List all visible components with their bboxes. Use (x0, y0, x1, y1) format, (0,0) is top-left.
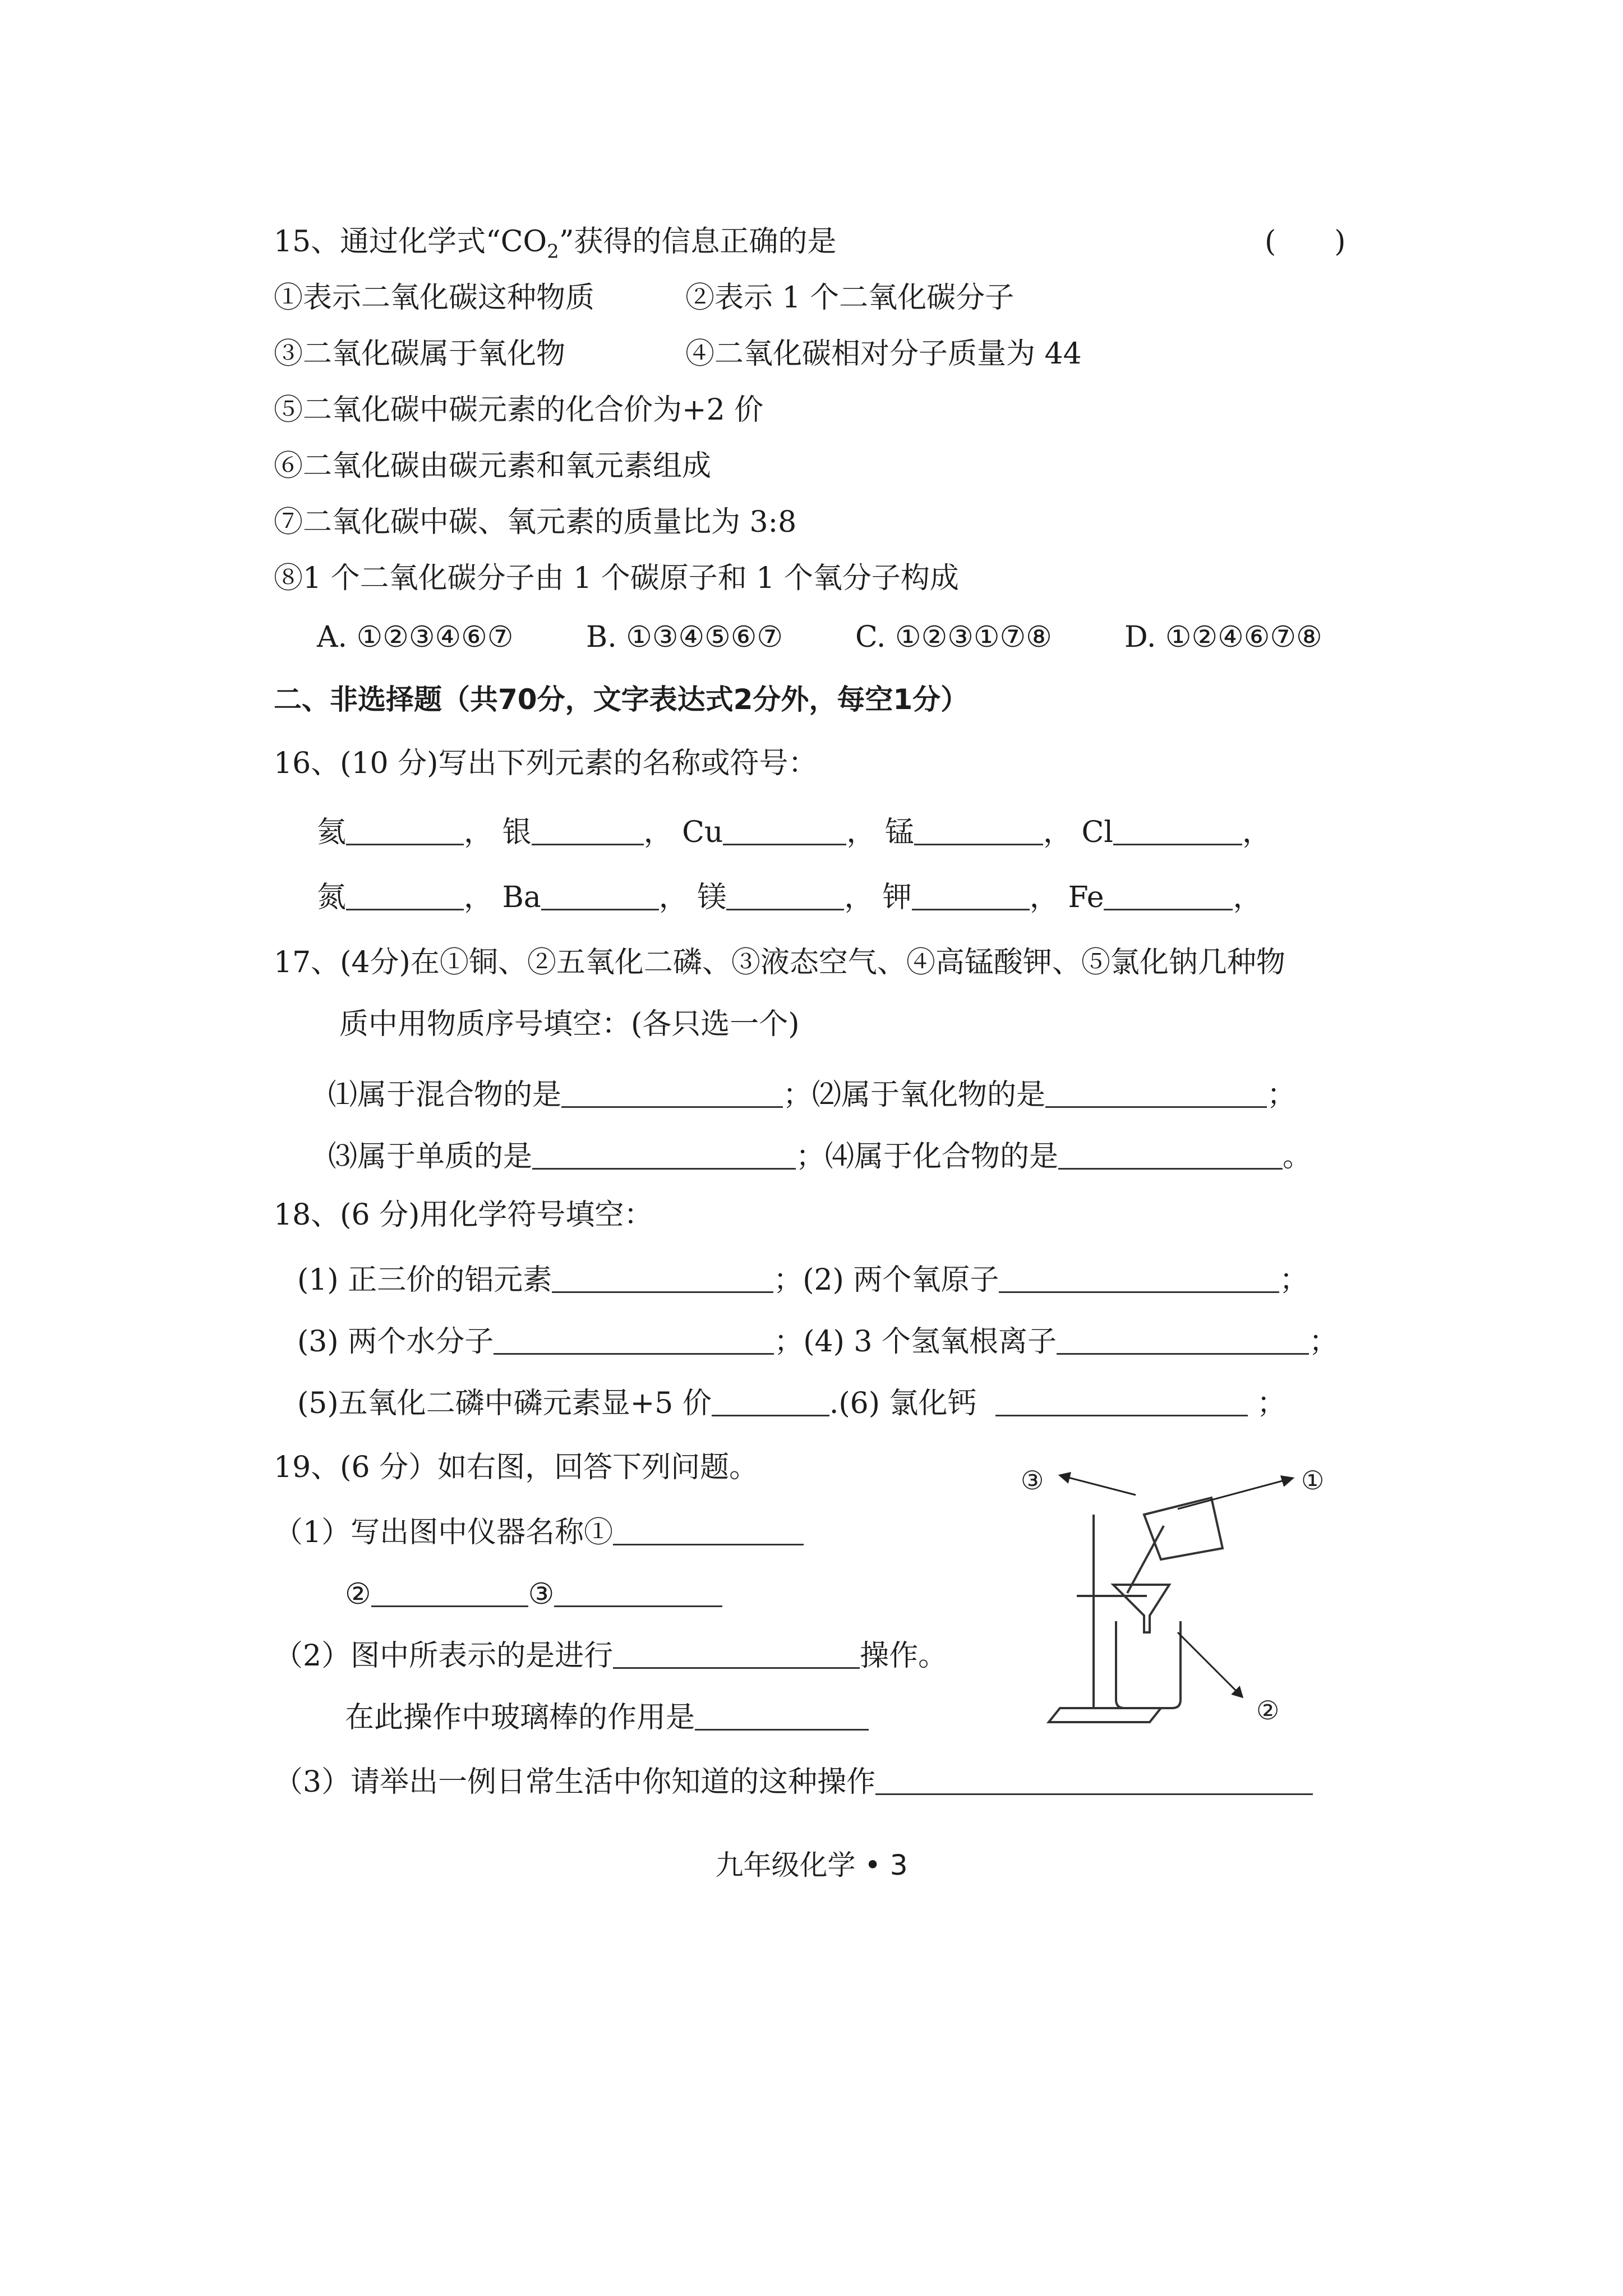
q19-row-1 (274, 1515, 804, 1547)
q18-blank-6[interactable] (995, 1386, 1248, 1416)
stand-base (1049, 1708, 1161, 1722)
q15-stem-post: ”获得的信息正确的是 (559, 225, 837, 259)
q17-part-2-label: ；⑵属于氧化物的是 (783, 1078, 1046, 1112)
q19-label-2: ② (345, 1577, 371, 1611)
q15-option-1: ①表示二氧化碳这种物质 (274, 281, 595, 315)
q17-part-4-label: ；⑷属于化合物的是 (796, 1140, 1059, 1174)
q16-label-1: 氦 (317, 816, 347, 849)
q16-row-1: 氦 ， 银 ， Cu ， 锰 ， Cl ， (317, 816, 1271, 849)
q15-option-2: ②表示 1 个二氧化碳分子 (685, 281, 1015, 315)
q18-part-6-label: .(6) 氯化钙 (829, 1387, 977, 1420)
q19-blank-5[interactable] (695, 1700, 869, 1731)
q18-row-2: (3) 两个水分子 ；(4) 3 个氢氧根离子 ； (297, 1325, 1339, 1359)
q16-label-9: 钾 (882, 881, 912, 914)
section2-title: 二、非选择题（共70分，文字表达式2分外，每空1分） (274, 683, 969, 716)
q19-row-2 (345, 1576, 722, 1609)
q15-option-7: ⑦二氧化碳中碳、氧元素的质量比为 3:8 (274, 505, 797, 539)
glass-rod (1127, 1526, 1164, 1593)
figure-label-2: ② (1256, 1695, 1280, 1726)
q18-part-2-label: ；(2) 两个氧原子 (773, 1263, 999, 1297)
q18-row-1: (1) 正三价的铝元素 ；(2) 两个氧原子 ； (297, 1263, 1309, 1297)
q19-blank-3[interactable] (554, 1576, 722, 1607)
q18-part-1-label: (1) 正三价的铝元素 (297, 1263, 552, 1297)
q19-label-3: ③ (528, 1577, 555, 1611)
q18-stem: 18、(6 分)用化学符号填空： (274, 1198, 653, 1232)
q15-choice-b[interactable]: B. ①③④⑤⑥⑦ (586, 620, 783, 654)
q16-blank-3[interactable] (723, 815, 846, 845)
q18-blank-5[interactable] (712, 1386, 829, 1416)
q15-choice-d[interactable]: D. ①②④⑥⑦⑧ (1124, 620, 1322, 654)
q19-row-4 (345, 1700, 869, 1732)
q15-choice-c[interactable]: C. ①②③①⑦⑧ (855, 620, 1052, 654)
q16-blank-2[interactable] (532, 815, 644, 845)
q16-blank-10[interactable] (1104, 880, 1233, 910)
q19-part-1-label: （1）写出图中仪器名称① (274, 1516, 614, 1549)
q16-blank-1[interactable] (346, 815, 464, 845)
q17-blank-1[interactable] (561, 1077, 783, 1108)
q15-stem (274, 227, 836, 261)
q15-option-8: ⑧1 个二氧化碳分子由 1 个碳原子和 1 个氧分子构成 (274, 562, 959, 595)
q18-blank-3[interactable] (494, 1324, 774, 1355)
q19-blank-1[interactable] (613, 1515, 804, 1545)
q16-row-2: 氮 ， Ba ， 镁 ， 钾 ， Fe ， (317, 881, 1262, 914)
q17-blank-3[interactable] (532, 1139, 796, 1170)
q16-label-8: 镁 (697, 881, 727, 914)
arrow-3 (1060, 1475, 1136, 1495)
q16-blank-8[interactable] (726, 880, 844, 910)
q16-label-3: Cu (682, 816, 723, 849)
q19-blank-6[interactable] (875, 1764, 1313, 1795)
arrow-1-head (1281, 1476, 1293, 1485)
q15-choice-a[interactable]: A. ①②③④⑥⑦ (317, 620, 514, 654)
q17-blank-2[interactable] (1045, 1077, 1267, 1108)
filtration-apparatus-figure (1009, 1453, 1368, 1745)
arrow-2 (1178, 1632, 1242, 1697)
q16-label-2: 银 (502, 816, 532, 849)
q16-label-7: Ba (502, 881, 541, 914)
q16-blank-9[interactable] (912, 880, 1030, 910)
q16-label-5: Cl (1081, 816, 1113, 849)
q15-option-3: ③二氧化碳属于氧化物 (274, 337, 566, 371)
q15-answer-paren[interactable]: ( ) (1265, 225, 1346, 259)
q15-stem-sub: 2 (547, 240, 559, 263)
arrow-1 (1178, 1478, 1293, 1509)
q16-label-10: Fe (1068, 881, 1104, 914)
q19-part-2-label: （2）图中所表示的是进行 (274, 1639, 614, 1673)
q16-label-4: 锰 (884, 816, 914, 849)
q18-part-5-label: (5)五氧化二磷中磷元素显+5 价 (297, 1387, 712, 1420)
q17-part-3-label: ⑶属于单质的是 (328, 1140, 533, 1174)
q19-blank-4[interactable] (613, 1638, 860, 1669)
q16-blank-7[interactable] (541, 880, 659, 910)
figure-label-3: ③ (1021, 1465, 1044, 1496)
q19-row-3: （2）图中所表示的是进行 操作。 (274, 1639, 948, 1673)
q16-label-6: 氮 (317, 881, 347, 914)
q19-stem: 19、(6 分）如右图，回答下列问题。 (274, 1451, 759, 1484)
q19-blank-2[interactable] (371, 1576, 528, 1607)
q15-stem-pre: 15、通过化学式“CO (274, 225, 547, 259)
q18-blank-2[interactable] (999, 1262, 1279, 1293)
arrow-3-head (1060, 1473, 1070, 1482)
q17-blank-4[interactable] (1058, 1139, 1283, 1170)
q18-part-3-label: (3) 两个水分子 (297, 1325, 494, 1359)
figure-label-1: ① (1301, 1465, 1325, 1496)
q17-part-1-label: ⑴属于混合物的是 (328, 1078, 562, 1112)
q17-row-2: ⑶属于单质的是 ；⑷属于化合物的是 。 (328, 1140, 1312, 1174)
q19-row-5 (274, 1764, 1313, 1797)
q18-blank-1[interactable] (552, 1262, 773, 1293)
q16-blank-4[interactable] (914, 815, 1043, 845)
q19-part-2b-label: 在此操作中玻璃棒的作用是 (345, 1701, 695, 1734)
q16-stem: 16、(10 分)写出下列元素的名称或符号： (274, 747, 818, 780)
q19-part-3-label: （3）请举出一例日常生活中你知道的这种操作 (274, 1765, 876, 1799)
q17-row-1: ⑴属于混合物的是 ；⑵属于氧化物的是 ； (328, 1078, 1297, 1112)
q16-blank-6[interactable] (346, 880, 464, 910)
q15-option-4: ④二氧化碳相对分子质量为 44 (685, 337, 1082, 371)
q17-stem-2: 质中用物质序号填空：(各只选一个) (339, 1007, 800, 1041)
q17-stem: 17、(4分)在①铜、②五氧化二磷、③液态空气、④高锰酸钾、⑤氯化钠几种物 (274, 946, 1285, 979)
q15-option-5: ⑤二氧化碳中碳元素的化合价为+2 价 (274, 393, 764, 427)
q15-option-6: ⑥二氧化碳由碳元素和氧元素组成 (274, 449, 712, 483)
q16-blank-5[interactable] (1113, 815, 1242, 845)
q18-blank-4[interactable] (1057, 1324, 1309, 1355)
q18-row-3: (5)五氧化二磷中磷元素显+5 价 .(6) 氯化钙 ； (297, 1387, 1287, 1420)
q18-part-4-label: ；(4) 3 个氢氧根离子 (774, 1325, 1057, 1359)
beaker-shape (1116, 1621, 1181, 1708)
funnel-shape (1113, 1585, 1169, 1632)
page-footer: 九年级化学 • 3 (715, 1849, 908, 1881)
